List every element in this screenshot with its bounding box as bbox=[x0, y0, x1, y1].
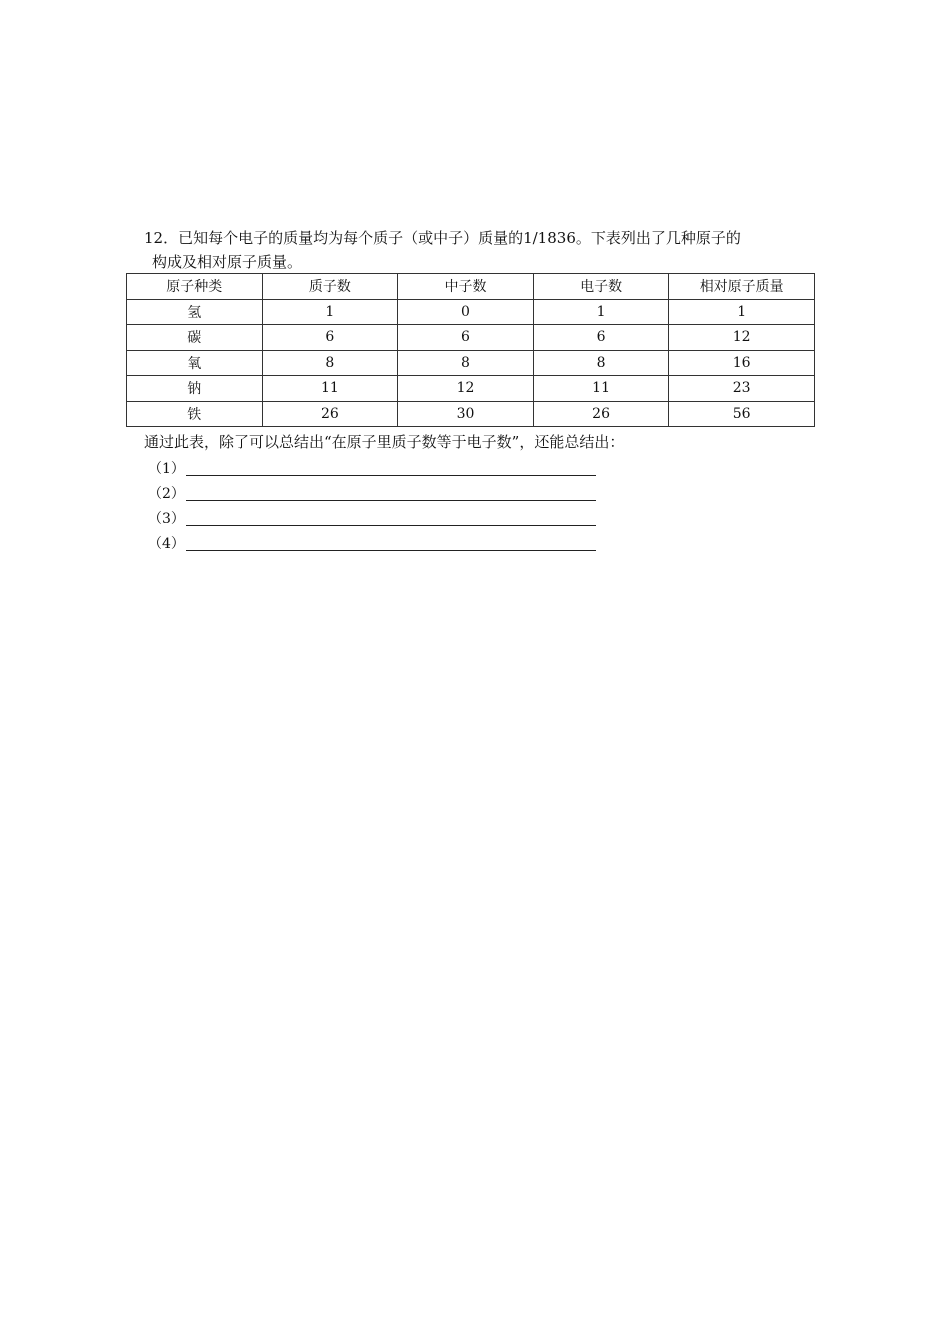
summary-text: 通过此表，除了可以总结出“在原子里质子数等于电子数”，还能总结出： bbox=[144, 433, 625, 451]
cell-neutrons: 6 bbox=[398, 325, 534, 351]
table-row bbox=[127, 376, 815, 402]
header-atom-type: 原子种类 bbox=[127, 274, 263, 300]
cell-atom-type: 铁 bbox=[127, 401, 263, 427]
cell-protons: 26 bbox=[262, 401, 398, 427]
cell-electrons: 1 bbox=[533, 299, 669, 325]
table-row bbox=[127, 350, 815, 376]
cell-relative-mass: 12 bbox=[669, 325, 815, 351]
answer-item bbox=[148, 504, 596, 529]
answer-blank-line[interactable] bbox=[186, 507, 596, 526]
cell-electrons: 8 bbox=[533, 350, 669, 376]
cell-protons: 8 bbox=[262, 350, 398, 376]
question-line-2: 构成及相对原子质量。 bbox=[152, 253, 303, 271]
atom-composition-table bbox=[126, 273, 815, 427]
header-relative-mass: 相对原子质量 bbox=[669, 274, 815, 300]
cell-electrons: 11 bbox=[533, 376, 669, 402]
question-line-1: 12．已知每个电子的质量均为每个质子（或中子）质量的1/1836。下表列出了几种原子的 bbox=[144, 229, 741, 247]
cell-atom-type: 碳 bbox=[127, 325, 263, 351]
table-row bbox=[127, 325, 815, 351]
cell-protons: 6 bbox=[262, 325, 398, 351]
cell-relative-mass: 1 bbox=[669, 299, 815, 325]
answer-number: （3） bbox=[148, 511, 185, 527]
cell-electrons: 6 bbox=[533, 325, 669, 351]
cell-relative-mass: 23 bbox=[669, 376, 815, 402]
cell-atom-type: 钠 bbox=[127, 376, 263, 402]
cell-atom-type: 氢 bbox=[127, 299, 263, 325]
cell-protons: 1 bbox=[262, 299, 398, 325]
header-protons: 质子数 bbox=[262, 274, 398, 300]
answer-item bbox=[148, 529, 596, 554]
header-electrons: 电子数 bbox=[533, 274, 669, 300]
answer-blank-line[interactable] bbox=[186, 532, 596, 551]
cell-neutrons: 0 bbox=[398, 299, 534, 325]
question-text bbox=[144, 226, 824, 274]
cell-neutrons: 12 bbox=[398, 376, 534, 402]
answer-blank-line[interactable] bbox=[186, 482, 596, 501]
cell-atom-type: 氧 bbox=[127, 350, 263, 376]
answer-number: （2） bbox=[148, 486, 185, 502]
header-neutrons: 中子数 bbox=[398, 274, 534, 300]
answer-item bbox=[148, 479, 596, 504]
answer-number: （4） bbox=[148, 536, 185, 552]
cell-electrons: 26 bbox=[533, 401, 669, 427]
answer-number: （1） bbox=[148, 461, 185, 477]
answer-blank-line[interactable] bbox=[186, 457, 596, 476]
table-row bbox=[127, 299, 815, 325]
answer-list bbox=[148, 454, 596, 554]
answer-item bbox=[148, 454, 596, 479]
cell-neutrons: 8 bbox=[398, 350, 534, 376]
cell-relative-mass: 16 bbox=[669, 350, 815, 376]
cell-protons: 11 bbox=[262, 376, 398, 402]
cell-relative-mass: 56 bbox=[669, 401, 815, 427]
table-row bbox=[127, 401, 815, 427]
table-header-row bbox=[127, 274, 815, 300]
cell-neutrons: 30 bbox=[398, 401, 534, 427]
